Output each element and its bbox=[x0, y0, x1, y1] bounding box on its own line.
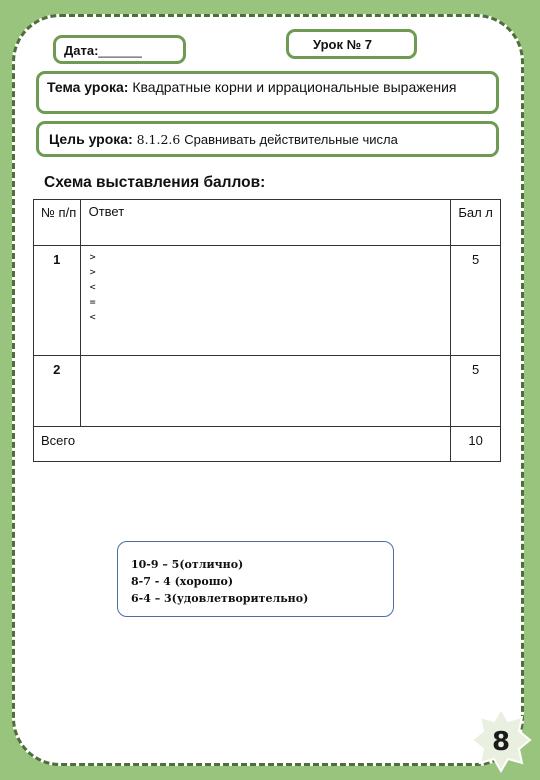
header-points: Бал л bbox=[451, 200, 501, 246]
lesson-topic-box bbox=[36, 71, 499, 114]
lesson-number: Урок № 7 bbox=[313, 37, 372, 52]
date-label: Дата: bbox=[64, 43, 99, 58]
goal-label: Цель урока: bbox=[49, 131, 133, 147]
answer-cell bbox=[80, 356, 451, 427]
topic-text: Квадратные корни и иррациональные выражения bbox=[132, 79, 457, 95]
page-number: 8 bbox=[491, 727, 511, 757]
header-num: № п/п bbox=[34, 200, 81, 246]
table-row bbox=[34, 246, 501, 356]
answer-cell bbox=[80, 246, 451, 356]
topic-label: Тема урока: bbox=[47, 79, 129, 95]
date-field bbox=[53, 35, 186, 64]
answer-sign: < bbox=[89, 282, 96, 293]
grade-line: 6-4 – 3(удовлетворительно) bbox=[131, 592, 309, 605]
grade-line: 10-9 – 5(отлично) bbox=[131, 558, 244, 571]
row-points: 5 bbox=[451, 356, 501, 427]
total-value: 10 bbox=[451, 427, 501, 462]
header-answer: Ответ bbox=[80, 200, 451, 246]
table-total-row bbox=[34, 427, 501, 462]
goal-text: Сравнивать действительные числа bbox=[184, 132, 398, 147]
lesson-goal-box bbox=[36, 121, 499, 157]
answer-sign: > bbox=[89, 252, 96, 263]
lesson-number-box bbox=[286, 29, 417, 59]
answer-sign: < bbox=[89, 312, 96, 323]
row-number: 2 bbox=[34, 356, 81, 427]
total-label: Всего bbox=[34, 427, 451, 462]
answer-sign: = bbox=[89, 297, 96, 308]
table-row bbox=[34, 356, 501, 427]
table-header-row bbox=[34, 200, 501, 246]
scoring-heading: Схема выставления баллов: bbox=[44, 174, 266, 191]
page-number-badge bbox=[470, 707, 532, 773]
date-blank-line: ______ bbox=[98, 43, 142, 58]
grade-line: 8-7 - 4 (хорошо) bbox=[131, 575, 234, 588]
row-number: 1 bbox=[34, 246, 81, 356]
grading-scale-box bbox=[117, 541, 394, 617]
answer-sign: > bbox=[89, 267, 96, 278]
goal-code: 8.1.2.6 bbox=[136, 132, 181, 147]
row-points: 5 bbox=[451, 246, 501, 356]
scoring-table bbox=[33, 199, 501, 462]
